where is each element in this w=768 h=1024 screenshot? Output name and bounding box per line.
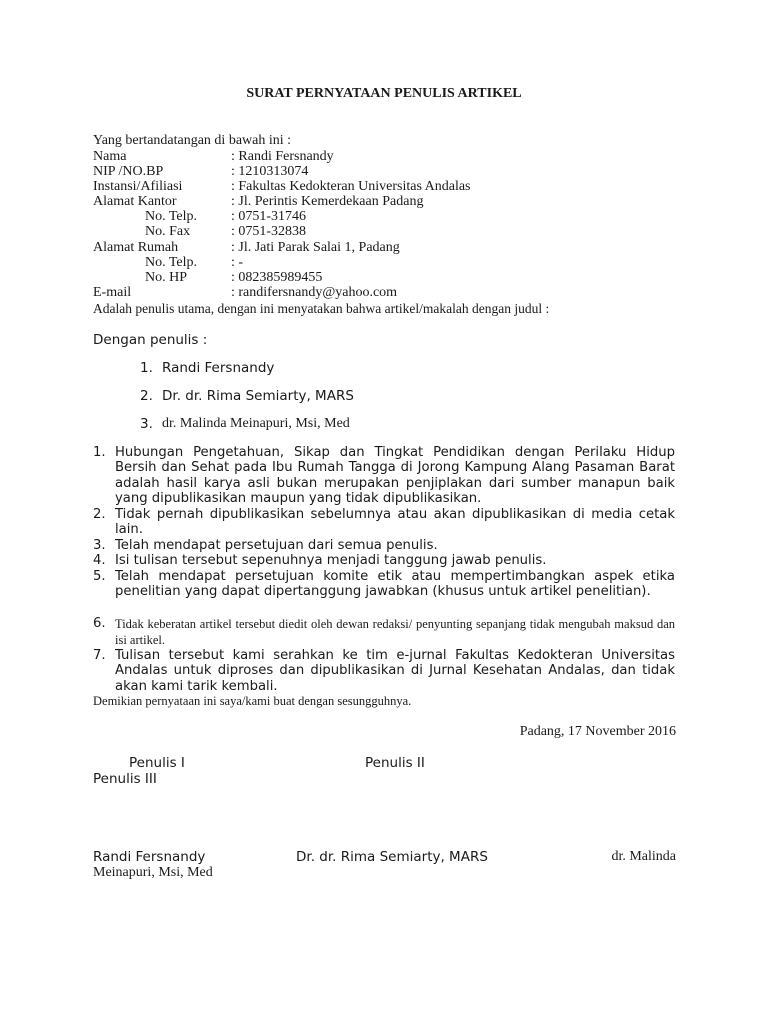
statement-item-number: 6. [93,616,106,631]
statement-item [93,507,675,538]
field-value-rumah-telp: : - [231,255,244,270]
statement-item [93,616,675,648]
signer-label-3: Penulis III [93,771,157,787]
intro-text: Yang bertandatangan di bawah ini : [93,133,292,148]
field-value-nip: : 1210313074 [231,164,309,179]
document-title: SURAT PERNYATAAN PENULIS ARTIKEL [246,86,522,101]
statement-item-number: 1. [93,445,106,460]
co-author-name: dr. Malinda Meinapuri, Msi, Med [162,416,350,431]
statement-item-text: Telah mendapat persetujuan dari semua penulis. [115,538,438,553]
field-label-instansi: Instansi/Afiliasi [93,179,183,194]
co-authors-heading: Dengan penulis : [93,332,208,348]
signer-name-3-part1: dr. Malinda [611,849,676,864]
field-value-email: : randifersnandy@yahoo.com [231,285,398,300]
co-author-number: 3. [140,416,153,432]
statement-item-number: 4. [93,553,106,568]
statement-item-number: 2. [93,507,106,522]
field-label-alamat-rumah: Alamat Rumah [93,240,179,255]
field-value-nama: : Randi Fersnandy [231,149,334,164]
statement-item-text: Hubungan Pengetahuan, Sikap dan Tingkat Pendidikan dengan Perilaku Hidup Bersih dan Sehat pada Ibu Rumah Tangga di Jorong Kampung Alang Pasaman Barat adalah hasil karya asli bukan merupakan penjiplakan dari sumber manapun baik yang dipublikasikan maupun yang tidak dipublikasikan. [115,445,675,506]
field-value-hp: : 082385989455 [231,270,323,285]
statement-item-text: Isi tulisan tersebut sepenuhnya menjadi tanggung jawab penulis. [115,553,547,568]
field-value-kantor-telp: : 0751-31746 [231,209,307,224]
closing-text: Demikian pernyataan ini saya/kami buat dengan sesungguhnya. [93,694,412,708]
field-label-nama: Nama [93,149,127,164]
statement-text: Adalah penulis utama, dengan ini menyatakan bahwa artikel/makalah dengan judul : [93,301,550,316]
field-value-alamat-rumah: : Jl. Jati Parak Salai 1, Padang [231,240,400,255]
statement-item-text: Tidak keberatan artikel tersebut diedit oleh dewan redaksi/ penyunting sepanjang tidak mengubah maksud dan isi artikel. [115,617,675,647]
field-label-nip: NIP /NO.BP [93,164,164,179]
field-label-hp: No. HP [145,270,188,285]
statement-item [93,538,675,553]
statement-item-text: Tulisan tersebut kami serahkan ke tim e-jurnal Fakultas Kedokteran Universitas Andalas untuk diproses dan dipublikasikan di Jurnal Kesehatan Andalas, dan tidak akan kami tarik kembali. [115,648,675,694]
field-value-alamat-kantor: : Jl. Perintis Kemerdekaan Padang [231,194,424,209]
co-author-name: Dr. dr. Rima Semiarty, MARS [162,388,354,404]
statement-item [93,445,675,506]
field-label-kantor-telp: No. Telp. [145,209,198,224]
statement-item-number: 5. [93,569,106,584]
signer-name-2: Dr. dr. Rima Semiarty, MARS [296,849,488,865]
statement-item [93,569,675,600]
field-label-rumah-telp: No. Telp. [145,255,198,270]
statement-item-number: 7. [93,648,106,663]
statement-item-text: Tidak pernah dipublikasikan sebelumnya atau akan dipublikasikan di media cetak lain. [115,507,675,538]
statement-item [93,553,675,568]
field-value-instansi: : Fakultas Kedokteran Universitas Andalas [231,179,471,194]
field-label-kantor-fax: No. Fax [145,224,191,239]
statement-item [93,648,675,694]
co-author-number: 2. [140,388,153,404]
co-author-number: 1. [140,360,153,376]
signer-name-1: Randi Fersnandy [93,849,206,865]
field-value-kantor-fax: : 0751-32838 [231,224,307,239]
field-label-email: E-mail [93,285,132,300]
signer-label-2: Penulis II [365,755,425,771]
signer-label-1: Penulis I [129,755,185,771]
statement-item-text: Telah mendapat persetujuan komite etik atau mempertimbangkan aspek etika penelitian yang dapat dipertanggung jawabkan (khusus untuk artikel penelitian). [115,569,675,600]
field-label-alamat-kantor: Alamat Kantor [93,194,177,209]
statement-item-number: 3. [93,538,106,553]
co-author-name: Randi Fersnandy [162,360,275,376]
signer-name-3-part2: Meinapuri, Msi, Med [93,865,213,880]
place-date: Padang, 17 November 2016 [519,724,676,739]
